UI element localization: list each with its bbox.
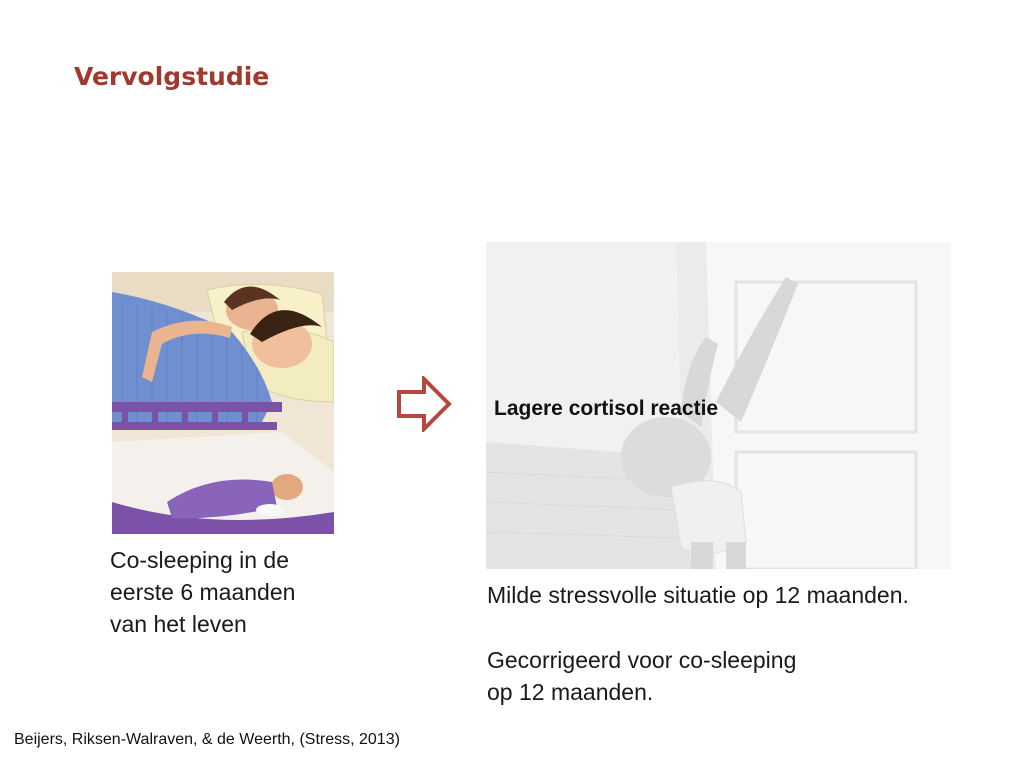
arrow-right-icon xyxy=(396,376,452,432)
co-sleeping-illustration xyxy=(112,272,334,534)
slide-title: Vervolgstudie xyxy=(74,62,270,91)
right-text-correction: Gecorrigeerd voor co-sleeping op 12 maanden. xyxy=(487,647,797,705)
left-caption: Co-sleeping in de eerste 6 maanden van het leven xyxy=(110,547,296,637)
right-text-situation: Milde stressvolle situatie op 12 maanden. xyxy=(487,582,909,608)
photo-label: Lagere cortisol reactie xyxy=(494,397,719,420)
citation: Beijers, Riksen-Walraven, & de Weerth, (Stress, 2013) xyxy=(14,731,400,748)
